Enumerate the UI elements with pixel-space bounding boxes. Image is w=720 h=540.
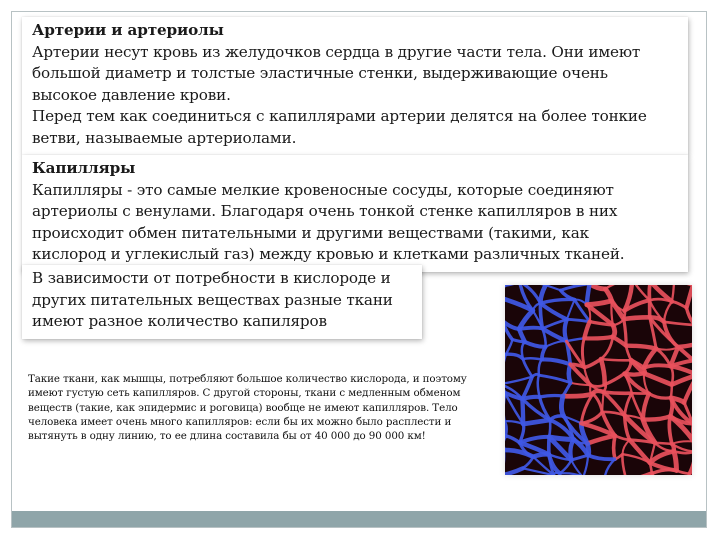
capillary-vessel [505,421,506,436]
capillary-vessel [649,285,650,300]
capillary-vessel [584,337,613,339]
tissue-need-line-3: имеют разное количество капиляров [32,312,327,330]
capillaries-line-3: происходит обмен питательными и другими веществами (такими, как [32,223,589,242]
capillary-vessel [563,394,593,396]
arteries-line-3: высокое давление крови. [32,85,231,104]
arteries-heading: Артерии и артериолы [32,21,224,39]
capillary-vessel [604,392,632,393]
capillary-vessel [602,392,603,412]
footnote-line-4: человека имеет очень много капилляров: если бы их можно было расплести и [28,415,452,428]
capillary-vessel [601,359,631,360]
capillary-vessel [533,454,549,456]
capillary-vessel [519,328,542,329]
arteries-line-5: ветви, называемые артериолами. [32,128,297,147]
footnote-line-3: веществ (такие, как эпидермис и роговица) вообще не имеют капилляров. Тело [28,401,458,414]
tissue-need-section [22,265,422,339]
footnote-line-1: Такие ткани, как мышцы, потребляют большое количество кислорода, и поэтому [28,373,467,385]
capillary-vessel [540,396,563,397]
capillary-network-illustration [505,285,692,475]
footnote-line-2: имеют густую сеть капилляров. С другой стороны, ткани с медленным обменом [28,387,461,400]
capillary-vessel [522,397,539,399]
capillary-vessel [587,285,590,305]
arteries-section [22,17,688,155]
capillaries-section [22,155,688,272]
tissue-need-line-1: В зависимости от потребности в кислороде и [32,269,391,287]
footnote-text [28,372,490,443]
capillary-network-image [505,285,692,475]
capillaries-line-1: Капилляры - это самые мелкие кровеносные сосуды, которые соединяют [32,180,614,199]
capillaries-line-4: кислород и углекислый газ) между кровью и клетками различных тканей. [32,245,625,263]
capillaries-heading: Капилляры [32,159,136,177]
capillary-vessel [624,317,650,319]
capillary-vessel [674,451,677,470]
capillary-vessel [522,399,523,424]
capillary-vessel [549,420,550,437]
arteries-line-4: Перед тем как соединиться с капиллярами артерии делятся на более тонкие [32,107,647,125]
footnote-line-5: вытянуть в одну линию, то ее длина составила бы от 40 000 до 90 000 км! [28,430,426,443]
capillary-vessel [614,436,615,459]
capillaries-line-2: артериолы с венулами. Благодаря очень тонкой стенке капилляров в них [32,202,618,220]
slide-bottom-bar [12,511,706,527]
arteries-line-1: Артерии несут кровь из желудочков сердца в другие части тела. Они имеют [32,42,641,61]
tissue-need-line-2: других питательных веществах разные ткани [32,290,393,309]
capillary-vessel [540,303,542,328]
capillary-vessel [523,358,542,359]
arteries-line-2: большой диаметр и толстые эластичные стенки, выдерживающие очень [32,64,608,82]
capillary-vessel [561,396,563,416]
capillary-vessel [565,319,567,341]
